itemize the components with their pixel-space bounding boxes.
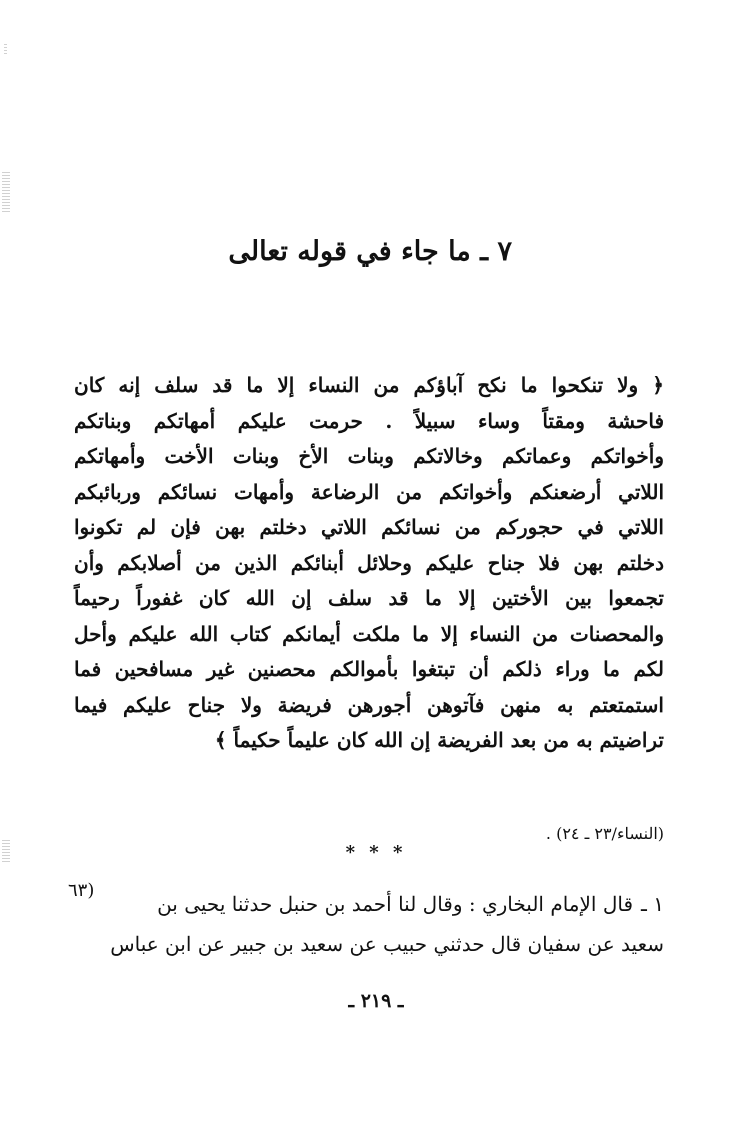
verse-line: لكم ما وراء ذلكم أن تبتغوا بأموالكم محصنين غير مسافحين فما xyxy=(74,657,664,681)
quran-verse-block xyxy=(74,368,664,759)
hadith-line xyxy=(74,924,664,964)
footnote-reference: (٦٣ xyxy=(68,880,95,901)
page-number: ـ ٢١٩ ـ xyxy=(348,990,404,1012)
chapter-title: ٧ ـ ما جاء في قوله تعالى xyxy=(228,236,512,267)
hadith-line xyxy=(74,884,664,924)
verse-line: تجمعوا بين الأختين إلا ما قد سلف إن الله كان غفوراً رحيماً xyxy=(74,586,664,610)
hadith-text: قال الإمام البخاري : وقال لنا أحمد بن حنبل حدثنا يحيى بن xyxy=(157,892,634,916)
verse-line: اللاتي في حجوركم من نسائكم اللاتي دخلتم بهن فإن لم تكونوا xyxy=(74,515,664,539)
hadith-text: سعيد عن سفيان قال حدثني حبيب عن سعيد بن جبير عن ابن عباس xyxy=(110,932,664,956)
verse-line: والمحصنات من النساء إلا ما ملكت أيمانكم كتاب الله عليكم وأحل xyxy=(74,621,664,646)
verse-line: اللاتي أرضعنكم وأخواتكم من الرضاعة وأمهات نسائكم وربائبكم xyxy=(74,479,664,504)
section-separator: * * * xyxy=(345,842,407,863)
hadith-number: ١ ـ xyxy=(641,892,664,916)
scan-artifact xyxy=(4,44,7,54)
verse-line: دخلتم بهن فلا جناح عليكم وحلائل أبنائكم الذين من أصلابكم وأن xyxy=(74,550,664,575)
verse-line: استمتعتم به منهن فآتوهن أجورهن فريضة ولا جناح عليكم فيما xyxy=(74,692,664,717)
verse-line: ﴿ ولا تنكحوا ما نكح آباؤكم من النساء إلا ما قد سلف إنه كان xyxy=(74,373,664,397)
hadith-block xyxy=(74,884,664,964)
verse-line: وأخواتكم وعماتكم وخالاتكم وبنات الأخ وبنات الأخت وأمهاتكم xyxy=(74,444,664,468)
scan-artifact xyxy=(2,172,10,212)
verse-citation: (النساء/٢٣ ـ ٢٤) . xyxy=(545,824,664,843)
verse-line: فاحشة ومقتاً وساء سبيلاً . حرمت عليكم أمهاتكم وبناتكم xyxy=(74,408,664,433)
verse-line: تراضيتم به من بعد الفريضة إن الله كان عليماً حكيماً ﴾ xyxy=(214,728,664,752)
